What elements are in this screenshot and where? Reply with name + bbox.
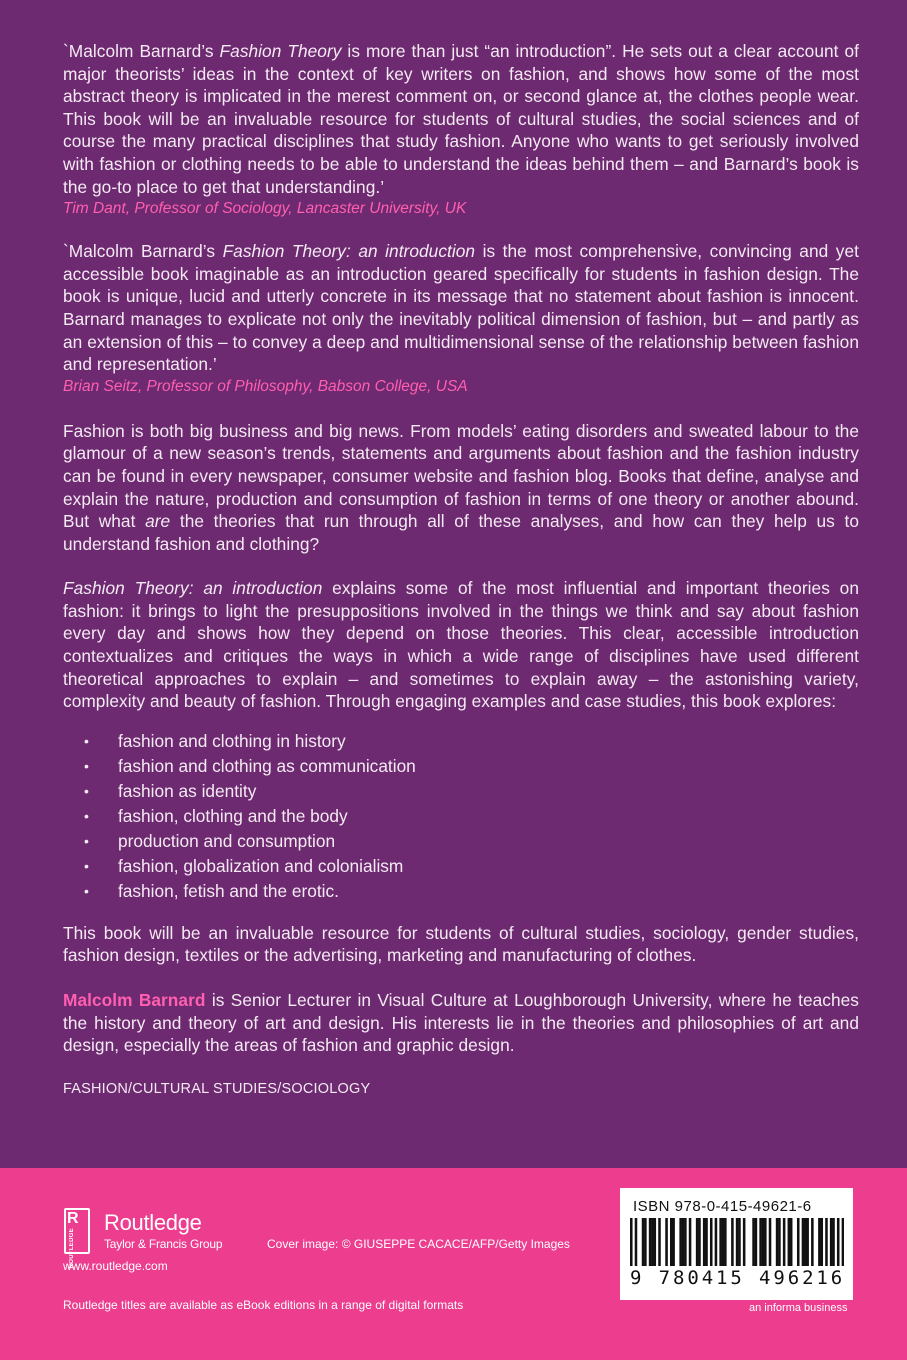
ean-digits: 9 780415 496216 [630,1267,846,1289]
quote-2 [63,240,859,376]
list-item [63,879,859,904]
desc-1-text-b: the theories that run through all of these analyses, and how can they help us to understand fashion and clothing? [63,511,859,554]
desc-2-title: Fashion Theory: an introduction [63,578,323,599]
description-paragraph-2 [63,577,859,713]
back-cover-text [63,40,859,1097]
desc-1-text-a: Fashion is both big business and big news. From models’ eating disorders and sweated labour to the glamour of a new season’s trends, statements and arguments about fashion and the fashion industry can be found in every newspaper, consumer website and fashion blog. Books that define, analyse and explain the nature, production and consumption of fashion in terms of one theory or another abound. But what [63,420,859,532]
quote-2-text-b: is the most comprehensive, convincing and yet accessible book imaginable as an introduction geared specifically for students in fashion design. The book is unique, lucid and utterly concrete in its message that no statement about fashion is innocent. Barnard manages to explicate not only the inevitably political dimension of fashion, but – and partly as an extension of this – to convey a deep and multidimensional sense of the relationship between fashion and representation.’ [63,241,859,375]
list-item-label: production and consumption [118,830,336,851]
quote-1-text-b: is more than just “an introduction”. He sets out a clear account of major theorists’ ideas in the context of key writers on fashion, and shows how some of the most abstract theory is implicated in the merest comment on, or second glance at, the clothes people wear. This book will be an invaluable resource for students of cultural studies, the social sciences and of course the many practical disciplines that study fashion. Anyone who wants to get seriously involved with fashion or clothing needs to be able to understand the ideas behind them – and Barnard’s book is the go-to place to get that understanding.’ [63,41,859,197]
isbn-barcode [620,1188,853,1300]
subject-categories: FASHION/CULTURAL STUDIES/SOCIOLOGY [63,1080,371,1097]
list-item [63,754,859,779]
cover-credit: Cover image: © GIUSEPPE CACACE/AFP/Getty Images [267,1237,570,1251]
barcode-icon [630,1218,844,1268]
author-bio [63,989,859,1057]
ebook-note: Routledge titles are available as eBook editions in a range of digital formats [63,1298,464,1312]
logo-mark-letter: R [67,1210,79,1227]
list-item [63,729,859,754]
quote-2-text-a: `Malcolm Barnard’s [63,241,223,262]
bullet-icon: • [84,857,89,874]
author-name: Malcolm Barnard [63,990,206,1011]
bullet-icon: • [84,782,89,799]
logo-mark-vertical-text: ROUTLEDGE [69,1228,75,1269]
list-item-label: fashion, globalization and colonialism [118,855,404,876]
list-item-label: fashion as identity [118,780,257,801]
bullet-icon: • [84,757,89,774]
isbn-number: ISBN 978-0-415-49621-6 [633,1198,812,1215]
topics-list [63,729,859,904]
list-item-label: fashion, fetish and the erotic. [118,880,339,901]
quote-2-attribution: Brian Seitz, Professor of Philosophy, Babson College, USA [63,377,468,395]
quote-1 [63,40,859,198]
quote-1-text-a: `Malcolm Barnard’s [63,41,220,61]
author-bio-text: is Senior Lecturer in Visual Culture at Loughborough University, where he teaches the history and theory of art and design. His interests lie in the theories and philosophies of art and design, especially the areas of fashion and graphic design. [63,990,859,1056]
list-item [63,804,859,829]
publisher-group: Taylor & Francis Group [104,1237,223,1251]
quote-1-title: Fashion Theory [219,41,342,61]
bullet-icon: • [84,807,89,824]
routledge-logo-icon [64,1208,90,1269]
publisher-website[interactable]: www.routledge.com [63,1259,168,1273]
quote-2-title: Fashion Theory: an introduction [222,241,476,262]
description-paragraph-1 [63,420,859,556]
list-item-label: fashion and clothing in history [118,730,346,751]
list-item-label: fashion and clothing as communication [118,755,416,776]
list-item-label: fashion, clothing and the body [118,805,348,826]
informa-tagline: an informa business [749,1302,848,1314]
list-item [63,854,859,879]
desc-2-text: explains some of the most influential and important theories on fashion: it brings to light the presuppositions involved in the things we think and say about fashion every day and shows how they depend on those theories. This clear, accessible introduction contextualizes and critiques the ways in which a wide range of disciplines have used different theoretical approaches to explain – and sometimes to explain away – the astonishing variety, complexity and beauty of fashion. Through engaging examples and case studies, this book explores: [63,578,859,712]
description-paragraph-3: This book will be an invaluable resource for students of cultural studies, sociology, gender studies, fashion design, textiles or the advertising, marketing and manufacturing of clothes. [63,922,859,966]
desc-1-emphasis: are [145,511,171,532]
list-item [63,829,859,854]
publisher-name: Routledge [104,1210,202,1235]
bullet-icon: • [84,832,89,849]
quote-1-attribution: Tim Dant, Professor of Sociology, Lancaster University, UK [63,200,467,218]
list-item [63,779,859,804]
bullet-icon: • [84,732,89,749]
bullet-icon: • [84,882,89,899]
